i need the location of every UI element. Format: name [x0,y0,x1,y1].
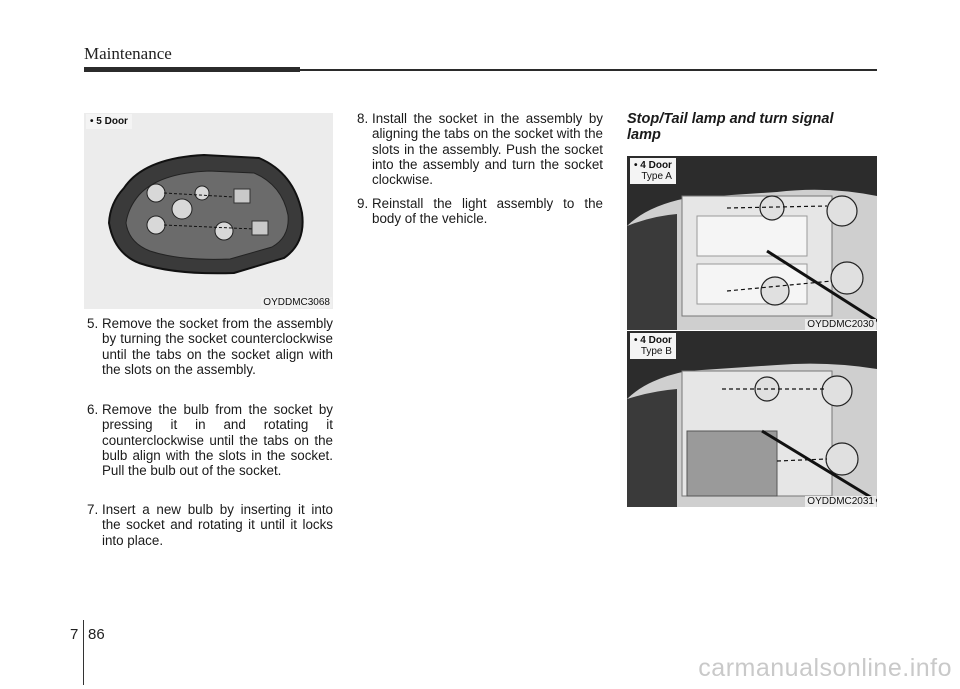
step-text: Install the socket in the assembly by aligning the tabs on the socket with the slots in the assembly. Push the socket into the assembly and turn the socket clockwise. [372,111,603,188]
header-rule-thin [300,69,877,71]
figure-label-main: • 4 Door [634,335,672,346]
step-9 [357,196,603,227]
figure-label [630,333,676,359]
step-text: Insert a new bulb by inserting it into the socket and rotating it until it locks into place. [102,502,333,548]
figure-4door-type-b [627,331,877,507]
figure-label: • 5 Door [86,114,132,129]
step-5 [87,316,333,377]
chapter-number: 7 [70,626,79,643]
figure-code: OYDDMC3068 [263,297,330,308]
step-7 [87,502,333,548]
step-6 [87,402,333,478]
step-number: 6. [87,402,99,417]
figure-label-sub: Type A [641,171,672,182]
watermark: carmanualsonline.info [698,654,952,682]
step-number: 7. [87,502,99,517]
figure-label [630,158,676,184]
step-text: Remove the socket from the assembly by turning the socket counterclockwise until the tabs on the socket align with the slots on the assembly. [102,316,333,377]
step-number: 5. [87,316,99,331]
step-text: Remove the bulb from the socket by pressing it in and rotating it counterclockwise until the tabs on the bulb align with the slots in the socket. Pull the bulb out of the socket. [102,402,333,479]
header-rule-thick [84,67,300,72]
page-number: 86 [88,626,105,643]
step-text: Reinstall the light assembly to the body of the vehicle. [372,196,603,227]
step-number: 9. [357,196,369,211]
step-number: 8. [357,111,369,126]
figure-5door [84,113,333,309]
step-8 [357,111,603,187]
figure-4door-type-a [627,156,877,330]
figure-label-sub: Type B [640,346,672,357]
section-heading: Stop/Tail lamp and turn signal lamp [627,111,834,143]
figure-code: OYDDMC2030 [807,319,874,330]
figure-code: OYDDMC2031 [807,496,874,507]
figure-label-main: • 4 Door [634,160,672,171]
tail-lamp-illustration [84,113,333,309]
footer-divider [83,620,84,685]
header-title: Maintenance [84,44,172,63]
